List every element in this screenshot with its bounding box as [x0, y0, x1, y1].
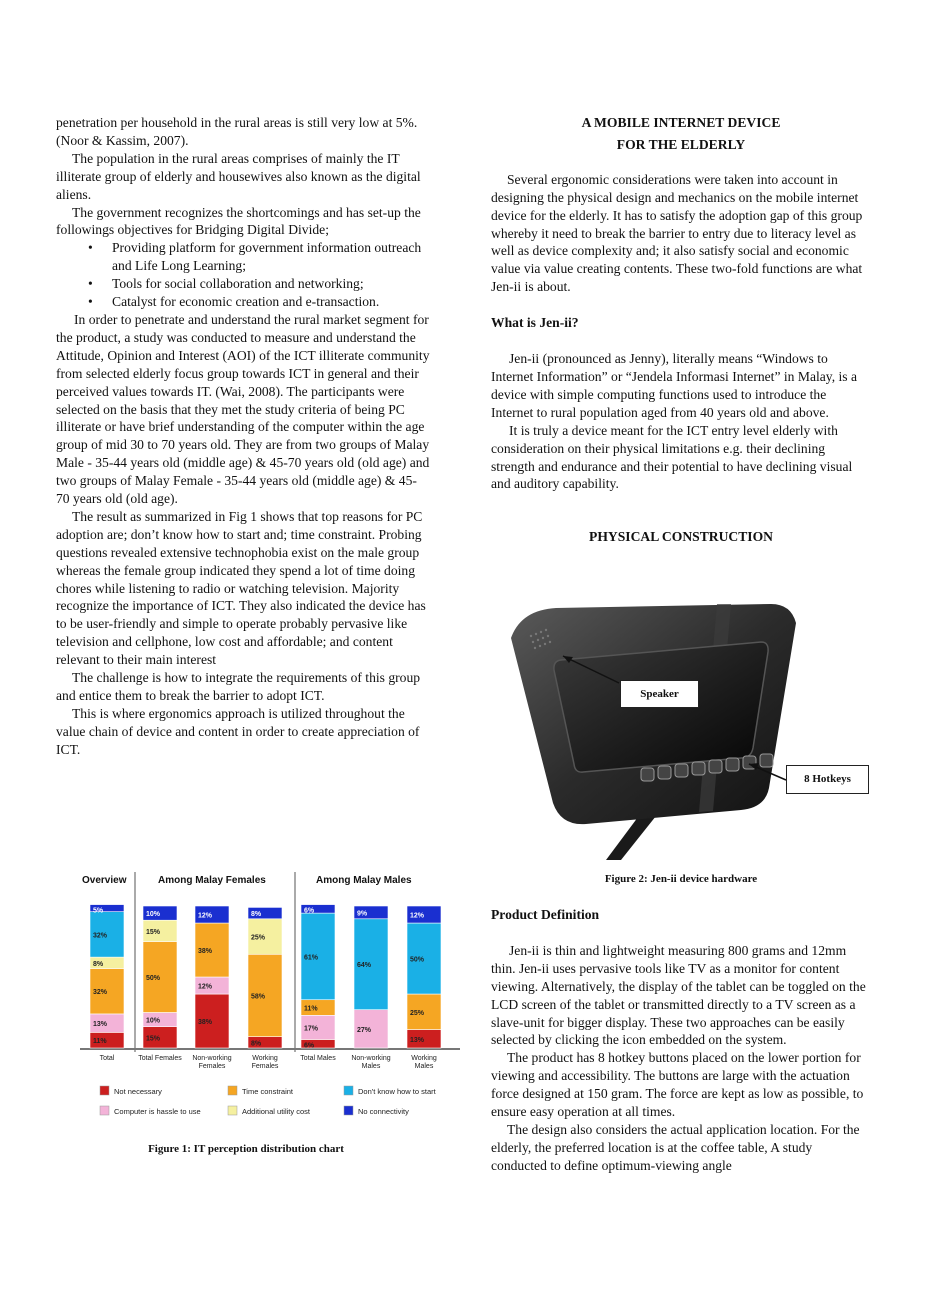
data-label: 50%: [146, 975, 161, 982]
heading-line-1: A MOBILE INTERNET DEVICE: [581, 115, 781, 130]
category-label: Females: [251, 1063, 279, 1070]
data-label: 13%: [93, 1021, 108, 1029]
left-column: [56, 114, 430, 759]
data-label: 64%: [357, 962, 372, 970]
legend-swatch: [344, 1086, 353, 1095]
category-label: Non-working: [192, 1055, 232, 1062]
category-label: Males: [361, 1063, 381, 1070]
objective-text: Providing platform for government information outreach and Life Long Learning;: [112, 240, 422, 274]
hotkeys-callout: 8 Hotkeys: [786, 765, 869, 794]
objective-text: Tools for social collaboration and networking;: [112, 276, 364, 292]
legend-label: Additional utility cost: [242, 1107, 310, 1116]
category-label: Non-working: [351, 1055, 391, 1062]
heading-physical-construction: PHYSICAL CONSTRUCTION: [589, 529, 773, 545]
data-label: 5%: [93, 907, 104, 915]
data-label: 15%: [146, 928, 161, 936]
data-label: 25%: [251, 934, 266, 942]
data-label: 10%: [146, 1017, 161, 1025]
bullet-icon: •: [88, 294, 93, 310]
right-paragraph-2: Jen-ii (pronounced as Jenny), literally means “Windows to Internet Information” or “Jendela Informasi Internet” in Malay, is a device with simple computing functions used to introduce the Internet to rural population aged from 40 years old and above.: [491, 351, 858, 420]
legend-swatch: [100, 1106, 109, 1115]
right-paragraph-1: Several ergonomic considerations were taken into account in designing the physical design and mechanics on the mobile internet device for the elderly. It has to satisfy the adoption gap of this group whereby it need to break the barrier to entry due to literacy level as well as device complexity and; it also satisfy social and economic value via value creating contents. These two-fold functions are what Jen-ii is about.: [491, 171, 863, 295]
category-label: Working: [411, 1055, 437, 1062]
data-label: 38%: [198, 948, 213, 956]
data-label: 8%: [251, 1040, 262, 1048]
heading-line-2: FOR THE ELDERLY: [616, 136, 746, 152]
right-column: [491, 114, 871, 546]
group-header: Overview: [82, 875, 127, 886]
data-label: 27%: [357, 1026, 372, 1034]
data-label: 17%: [304, 1025, 319, 1033]
objective-item: [56, 275, 430, 293]
data-label: 25%: [410, 1009, 425, 1017]
objectives-list: [56, 239, 430, 311]
left-paragraph-5: The result as summarized in Fig 1 shows that top reasons for PC adoption are; don’t know how to start and; time constraint. Probing questions revealed extensive technophobia exist on the male group whereas the female group indicated they spend a lot of time doing chores while listening to radio or watching television. Majority recognize the importance of ICT. They also indicated the device has to be user-friendly and simple to operate probably pervasive like television and cellphone, low cost and affordable; and content relevant to their main interest: [56, 508, 426, 668]
legend-swatch: [228, 1106, 237, 1115]
legend-swatch: [100, 1086, 109, 1095]
data-label: 32%: [93, 989, 108, 997]
speaker-callout: Speaker: [620, 680, 699, 708]
figure-2-caption: Figure 2: Jen-ii device hardware: [604, 873, 758, 885]
data-label: 38%: [198, 1019, 213, 1027]
bullet-icon: •: [88, 276, 93, 292]
objective-text: Catalyst for economic creation and e-transaction.: [112, 294, 380, 310]
left-paragraph-3: The government recognizes the shortcomings and has set-up the followings objectives for Bridging Digital Divide;: [56, 204, 421, 238]
heading-product-definition: Product Definition: [491, 907, 600, 922]
left-paragraph-1: penetration per household in the rural areas is still very low at 5%. (Noor & Kassim, 2007).: [56, 115, 418, 148]
group-header: Among Malay Males: [316, 875, 412, 886]
data-label: 61%: [304, 954, 319, 962]
right-paragraph-4: Jen-ii is thin and lightweight measuring 800 grams and 12mm thin. Jen-ii uses pervasive tools like TV as a monitor for content viewing. Alternatively, the display of the tablet can be toggled on the LCD screen of the tablet or transmitted directly to a TV screen as a slave-unit for bigger display. These two approaches can be easily selected by clicking the icon embedded on the system.: [491, 942, 866, 1048]
objective-item: [56, 239, 430, 275]
data-label: 50%: [410, 956, 425, 964]
legend-label: No connectivity: [358, 1107, 409, 1116]
legend-swatch: [344, 1106, 353, 1115]
category-label: Total Males: [300, 1055, 336, 1062]
legend-label: Don't know how to start: [358, 1087, 436, 1096]
left-paragraph-2: The population in the rural areas comprises of mainly the IT illiterate group of elderly and housewives also known as the digital aliens.: [56, 150, 421, 202]
right-paragraph-6: The design also considers the actual application location. For the elderly, the preferred location is at the coffee table, A study conducted to define optimum-viewing angle: [491, 1121, 860, 1173]
data-label: 12%: [198, 983, 213, 991]
right-paragraph-5: The product has 8 hotkey buttons placed on the lower portion for viewing and accessibility. The buttons are large with the actuation force designed at 150 gram. The force are kept as low as possible, to ensure easy operation at all times.: [491, 1050, 864, 1120]
it-perception-chart: [76, 866, 466, 1128]
group-header: Among Malay Females: [158, 875, 266, 886]
left-paragraph-4: In order to penetrate and understand the rural market segment for the product, a study was conducted to measure and understand the Attitude, Opinion and Interest (AOI) of the ICT illiterate community from selected elderly focus group towards ICT in general and their perceived values towards IT. (Wai, 2008). The participants were selected on the basis that they met the study criteria of being PC illiterate or have brief understanding of the computer within the age group of mid 30 to 70 years old. They are from two groups of Malay Male - 35-44 years old (middle age) & 45-70 years old (old age) and two groups of Malay Female - 35-44 years old (middle age) & 45-70 years old (old age).: [56, 311, 430, 507]
data-label: 32%: [93, 932, 108, 940]
data-label: 58%: [251, 993, 266, 1001]
data-label: 9%: [357, 910, 368, 918]
legend-swatch: [228, 1086, 237, 1095]
data-label: 15%: [146, 1035, 161, 1043]
data-label: 11%: [304, 1005, 318, 1013]
heading-what-is-jenii: What is Jen-ii?: [491, 315, 579, 331]
data-label: 13%: [410, 1036, 425, 1044]
right-paragraph-3: It is truly a device meant for the ICT entry level elderly with consideration on their physical limitations e.g. their declining strength and endurance and their potential to have declining visual and auditory capability.: [491, 422, 853, 492]
legend-label: Computer is hassle to use: [114, 1107, 201, 1116]
category-label: Working: [252, 1055, 278, 1062]
category-label: Males: [414, 1063, 434, 1070]
category-label: Total: [99, 1055, 115, 1062]
data-label: 10%: [146, 911, 161, 919]
figure-1-caption: Figure 1: IT perception distribution chart: [148, 1143, 344, 1155]
category-label: Females: [198, 1063, 226, 1070]
objective-item: [56, 293, 430, 311]
data-label: 12%: [198, 912, 213, 920]
data-label: 11%: [93, 1038, 107, 1046]
right-column-lower: [491, 906, 871, 1175]
legend-label: Time constraint: [242, 1087, 293, 1096]
data-label: 6%: [304, 907, 315, 915]
data-label: 6%: [304, 1042, 315, 1050]
data-label: 8%: [251, 911, 262, 919]
legend-label: Not necessary: [114, 1087, 162, 1096]
left-paragraph-7: This is where ergonomics approach is utilized throughout the value chain of device and content in order to create appreciation of ICT.: [56, 705, 420, 757]
section-heading-mobile-device: [491, 114, 871, 154]
jenii-device-image: [491, 598, 871, 863]
bullet-icon: •: [88, 240, 93, 256]
category-label: Total Females: [138, 1055, 182, 1062]
data-label: 8%: [93, 960, 104, 968]
left-paragraph-6: The challenge is how to integrate the requirements of this group and entice them to break the barrier to adopt ICT.: [56, 670, 421, 703]
data-label: 12%: [410, 912, 425, 920]
